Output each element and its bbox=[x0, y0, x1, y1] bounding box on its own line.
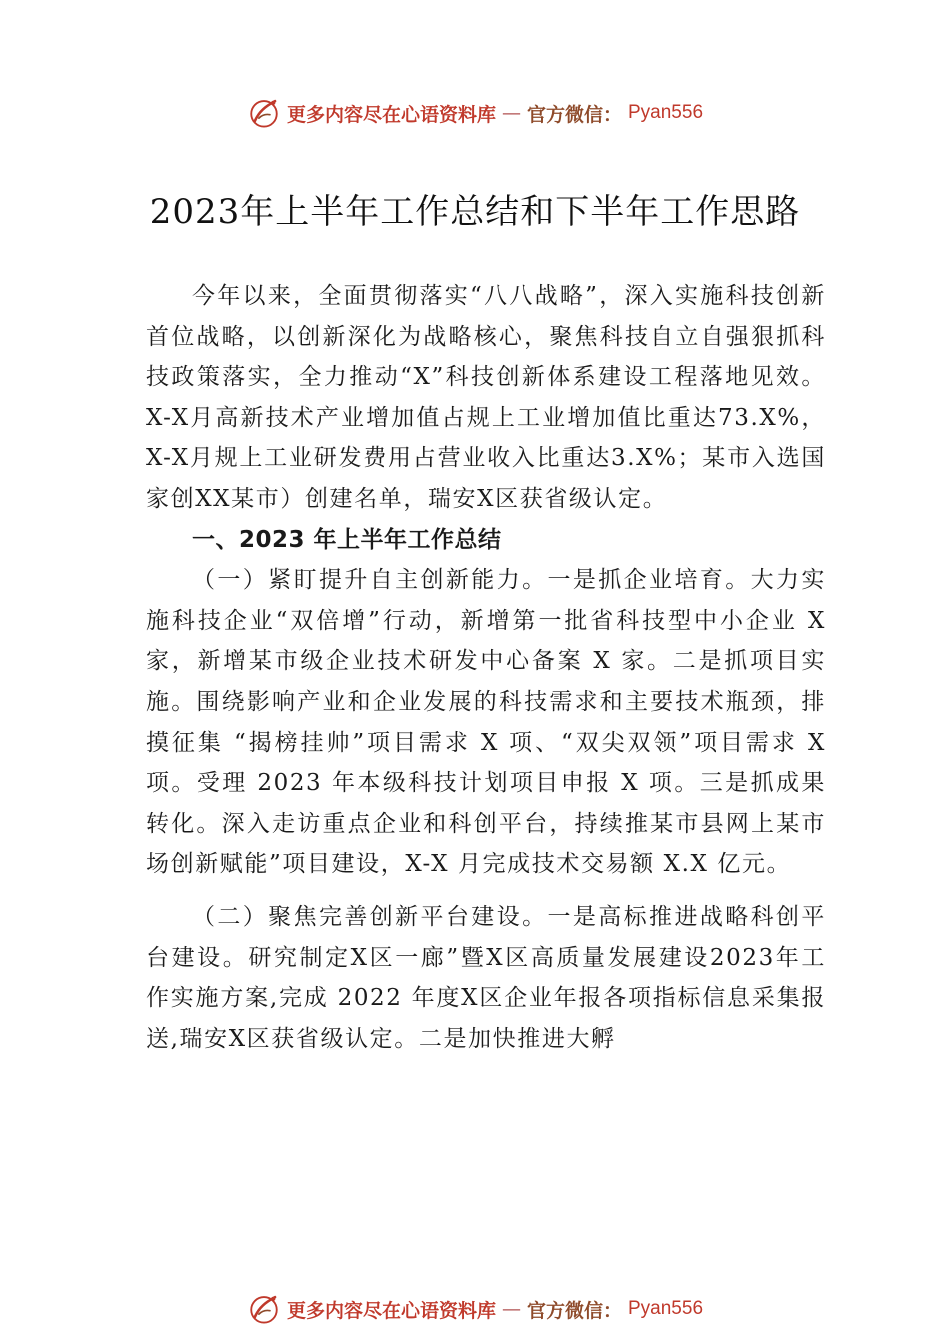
header-watermark bbox=[0, 96, 950, 130]
subsection-1-title: （一）紧盯提升自主创新能力。 bbox=[192, 567, 548, 594]
watermark-wechat-label: 官方微信： bbox=[526, 1299, 622, 1322]
document-body bbox=[146, 276, 826, 1059]
document-title: 2023年上半年工作总结和下半年工作思路 bbox=[149, 192, 801, 232]
library-logo-icon bbox=[247, 96, 281, 130]
watermark-wechat-label: 官方微信： bbox=[526, 103, 622, 126]
watermark-separator: — bbox=[501, 1298, 521, 1320]
watermark-library-text: 更多内容尽在心语资料库 bbox=[286, 1299, 496, 1322]
watermark-wechat-id: Pyan556 bbox=[628, 102, 704, 123]
watermark-separator: — bbox=[501, 102, 521, 124]
subsection-1-body: 一是抓企业培育。大力实施科技企业“双倍增”行动，新增第一批省科技型中小企业 X 家，新增某市级企业技术研发中心备案 X 家。二是抓项目实施。围绕影响产业和企业发展的科技需求和主要技术瓶颈，排摸征集 “揭榜挂帅”项目需求 X 项、“双尖双领”项目需求 X 项。受理 2023 年本级科技计划项目申报 X 项。三是抓成果转化。深入走访重点企业和科创平台，持续推某市县网上某市场创新赋能”项目建设，X-X 月完成技术交易额 X.X 亿元。 bbox=[146, 567, 826, 878]
library-logo-icon bbox=[247, 1292, 281, 1326]
subsection-2-body: 一是高标推进战略科创平台建设。研究制定X区一廊”暨X区高质量发展建设2023年工作实施方案,完成 2022 年度X区企业年报各项指标信息采集报送,瑞安X区获省级认定。二是加快推进大孵 bbox=[146, 903, 826, 1052]
watermark-library-text: 更多内容尽在心语资料库 bbox=[286, 103, 496, 126]
footer-watermark bbox=[0, 1292, 950, 1326]
subsection-2-paragraph bbox=[146, 897, 826, 1059]
watermark-wechat-id: Pyan556 bbox=[628, 1298, 704, 1319]
subsection-2-title: （二）聚焦完善创新平台建设。 bbox=[192, 903, 548, 930]
intro-paragraph: 今年以来，全面贯彻落实“八八战略”，深入实施科技创新首位战略，以创新深化为战略核心，聚焦科技自立自强狠抓科技政策落实，全力推动“X”科技创新体系建设工程落地见效。X-X月高新技术产业增加值占规上工业增加值比重达73.X%，X-X月规上工业研发费用占营业收入比重达3.X%；某市入选国家创XX某市）创建名单，瑞安X区获省级认定。 bbox=[146, 283, 826, 512]
section-heading: 一、2023 年上半年工作总结 bbox=[192, 526, 502, 553]
subsection-1-paragraph bbox=[146, 560, 826, 885]
